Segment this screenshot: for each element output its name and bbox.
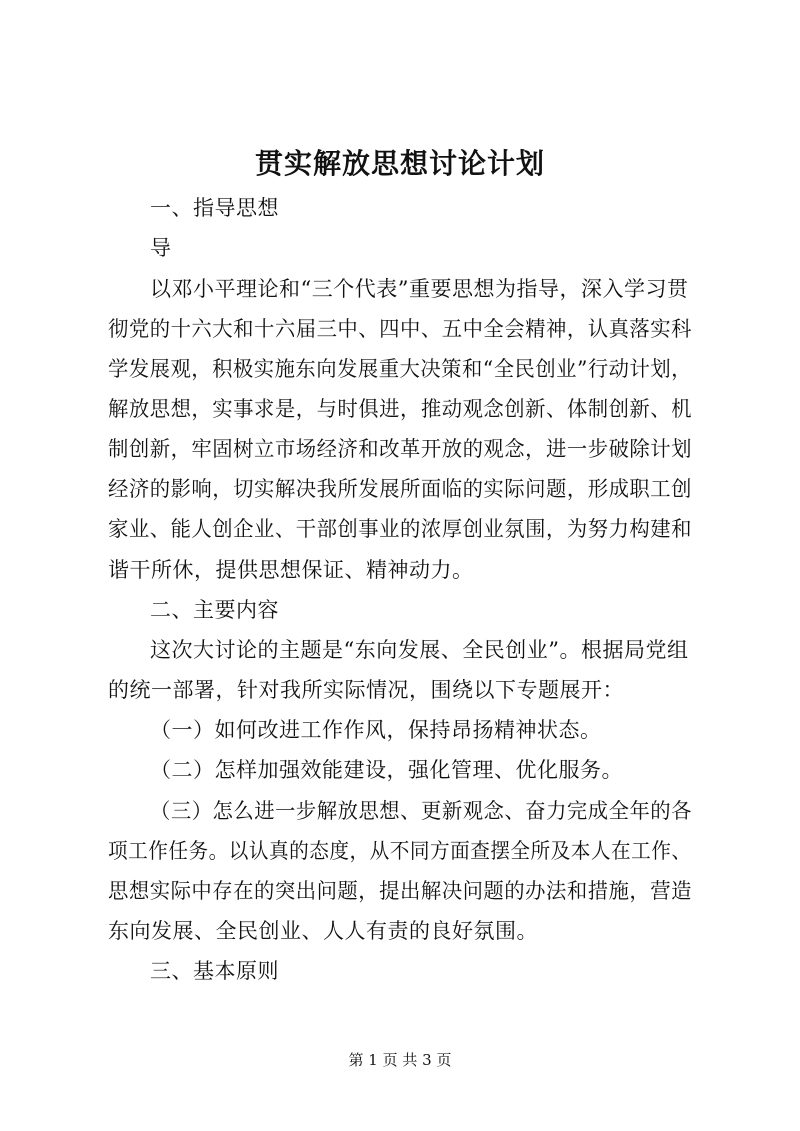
section-heading-guiding-ideology: 一、指导思想 — [150, 196, 279, 220]
paragraph-line: 东向发展、全民创业、人人有责的良好氛围。 — [108, 919, 538, 943]
list-item: （一）如何改进工作作风，保持昂扬精神状态。 — [150, 718, 602, 742]
paragraph-line: 解放思想，实事求是，与时俱进，推动观念创新、体制创新、机 — [108, 397, 693, 421]
paragraph-line: 家业、能人创企业、干部创事业的浓厚创业氛围，为努力构建和 — [108, 517, 693, 541]
paragraph-line: 学发展观，积极实施东向发展重大决策和“全民创业”行动计划， — [108, 357, 692, 381]
page-number-footer: 第 1 页 共 3 页 — [348, 1051, 452, 1069]
list-item: （二）怎样加强效能建设，强化管理、优化服务。 — [150, 758, 623, 782]
paragraph-line: 的统一部署，针对我所实际情况，围绕以下专题展开： — [108, 678, 624, 702]
paragraph-line: 思想实际中存在的突出问题，提出解决问题的办法和措施，营造 — [108, 879, 693, 903]
paragraph-line: 以邓小平理论和“三个代表”重要思想为指导，深入学习贯 — [150, 277, 689, 301]
paragraph-line: 项工作任务。以认真的态度，从不同方面查摆全所及本人在工作、 — [108, 839, 692, 863]
paragraph-line: 制创新，牢固树立市场经济和改革开放的观念，进一步破除计划 — [108, 437, 693, 461]
document-title: 贯实解放思想讨论计划 — [254, 147, 545, 180]
section-heading-main-content: 二、主要内容 — [150, 598, 279, 622]
paragraph-line: 经济的影响，切实解决我所发展所面临的实际问题，形成职工创 — [108, 477, 693, 501]
paragraph-line: 这次大讨论的主题是“东向发展、全民创业”。根据局党组 — [150, 638, 689, 662]
paragraph-line: 谐干所休，提供思想保证、精神动力。 — [108, 558, 474, 582]
paragraph-line: 彻党的十六大和十六届三中、四中、五中全会精神，认真落实科 — [108, 317, 693, 341]
section-subheading: 导 — [150, 236, 172, 260]
list-item: （三）怎么进一步解放思想、更新观念、奋力完成全年的各 — [150, 799, 693, 823]
section-heading-basic-principles: 三、基本原则 — [150, 959, 279, 983]
